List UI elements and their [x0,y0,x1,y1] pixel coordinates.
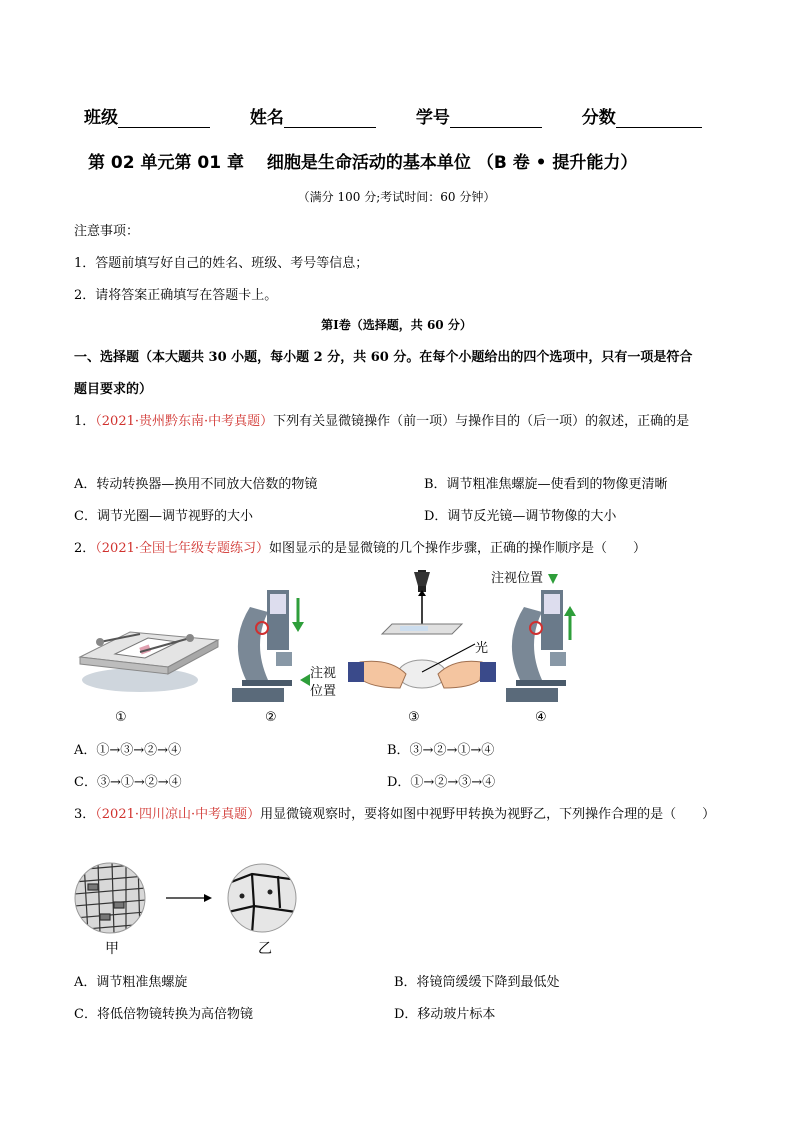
name-field[interactable] [284,107,376,128]
question-text: 下列有关显微镜操作（前一项）与操作目的（后一项）的叙述，正确的是 [273,414,690,429]
id-label: 学号 [415,108,450,128]
question-number: 1． [74,414,96,429]
view-a-label: 甲 [105,941,119,957]
view-b-circle [226,864,298,934]
option-a[interactable]: A．调节粗准焦螺旋 [74,975,188,990]
question-2 [74,537,646,556]
step-label: ④ [535,710,547,725]
question-3 [74,803,715,822]
microscope-side-drawing [232,590,310,702]
field-of-view-figure [74,862,304,942]
section-title: 第Ⅰ卷（选择题，共 60 分） [321,318,472,332]
option-a[interactable]: A．转动转换器—换用不同放大倍数的物镜 [74,477,318,492]
step-label: ① [115,710,127,725]
option-c[interactable]: C．调节光圈—调节视野的大小 [74,509,253,524]
light-label: 光 [475,641,489,656]
class-field[interactable] [118,107,210,128]
question-text: 如图显示的是显微镜的几个操作步骤，正确的操作顺序是（ ） [269,541,647,556]
note-item: 2．请将答案正确填写在答题卡上。 [74,288,278,303]
step-label: ③ [408,710,420,725]
note-item: 1．答题前填写好自己的姓名、班级、考号等信息； [74,256,369,271]
option-b[interactable]: B．③→②→①→④ [387,743,495,758]
microscope-steps-illustration [70,562,590,732]
option-b[interactable]: B．调节粗准焦螺旋—使看到的物像更清晰 [424,477,668,492]
question-number: 3． [74,807,96,822]
notes-heading: 注意事项： [74,224,140,239]
exam-subtitle: （满分 100 分;考试时间：60 分钟） [297,190,496,204]
microscope-steps-figure [70,562,590,732]
question-1 [74,410,689,429]
option-d[interactable]: D．调节反光镜—调节物像的大小 [424,509,617,524]
stage-slide-drawing [80,632,218,692]
option-b[interactable]: B．将镜筒缓缓下降到最低处 [394,975,560,990]
microscope-raise-drawing [506,574,576,702]
class-label: 班级 [84,108,118,128]
field-of-view-illustration [74,862,304,942]
question-source: （2021·全国七年级专题练习） [95,541,269,556]
watch-position-label-1: 注视 [310,666,337,681]
question-text: 用显微镜观察时，要将如图中视野甲转换为视野乙，下列操作合理的是（ ） [260,807,716,822]
watch-position-label-2: 位置 [310,684,337,699]
step-label: ② [265,710,277,725]
option-d[interactable]: D．①→②→③→④ [387,775,496,790]
view-b-label: 乙 [258,941,272,957]
question-number: 2． [74,541,96,556]
id-field[interactable] [450,107,542,128]
view-a-circle [74,862,146,934]
question-source: （2021·贵州黔东南·中考真题） [95,414,274,429]
watch-position-label-top: 注视位置 [491,571,544,586]
page-title: 第 02 单元第 01 章 细胞是生命活动的基本单位 （B 卷 • 提升能力） [88,153,638,173]
option-c[interactable]: C．③→①→②→④ [74,775,182,790]
score-label: 分数 [581,108,616,128]
question-source: （2021·四川凉山·中考真题） [95,807,261,822]
student-info-header [84,103,724,128]
option-c[interactable]: C．将低倍物镜转换为高倍物镜 [74,1007,253,1022]
name-label: 姓名 [249,108,284,128]
option-a[interactable]: A．①→③→②→④ [74,743,182,758]
score-field[interactable] [616,107,702,128]
hands-mirror-drawing [348,570,496,688]
section-intro: 一、选择题（本大题共 30 小题，每小题 2 分，共 60 分。在每个小题给出的四个选项中，只有一项是符合 [74,350,693,365]
option-d[interactable]: D．移动玻片标本 [394,1007,496,1022]
section-intro-cont: 题目要求的） [74,382,153,397]
